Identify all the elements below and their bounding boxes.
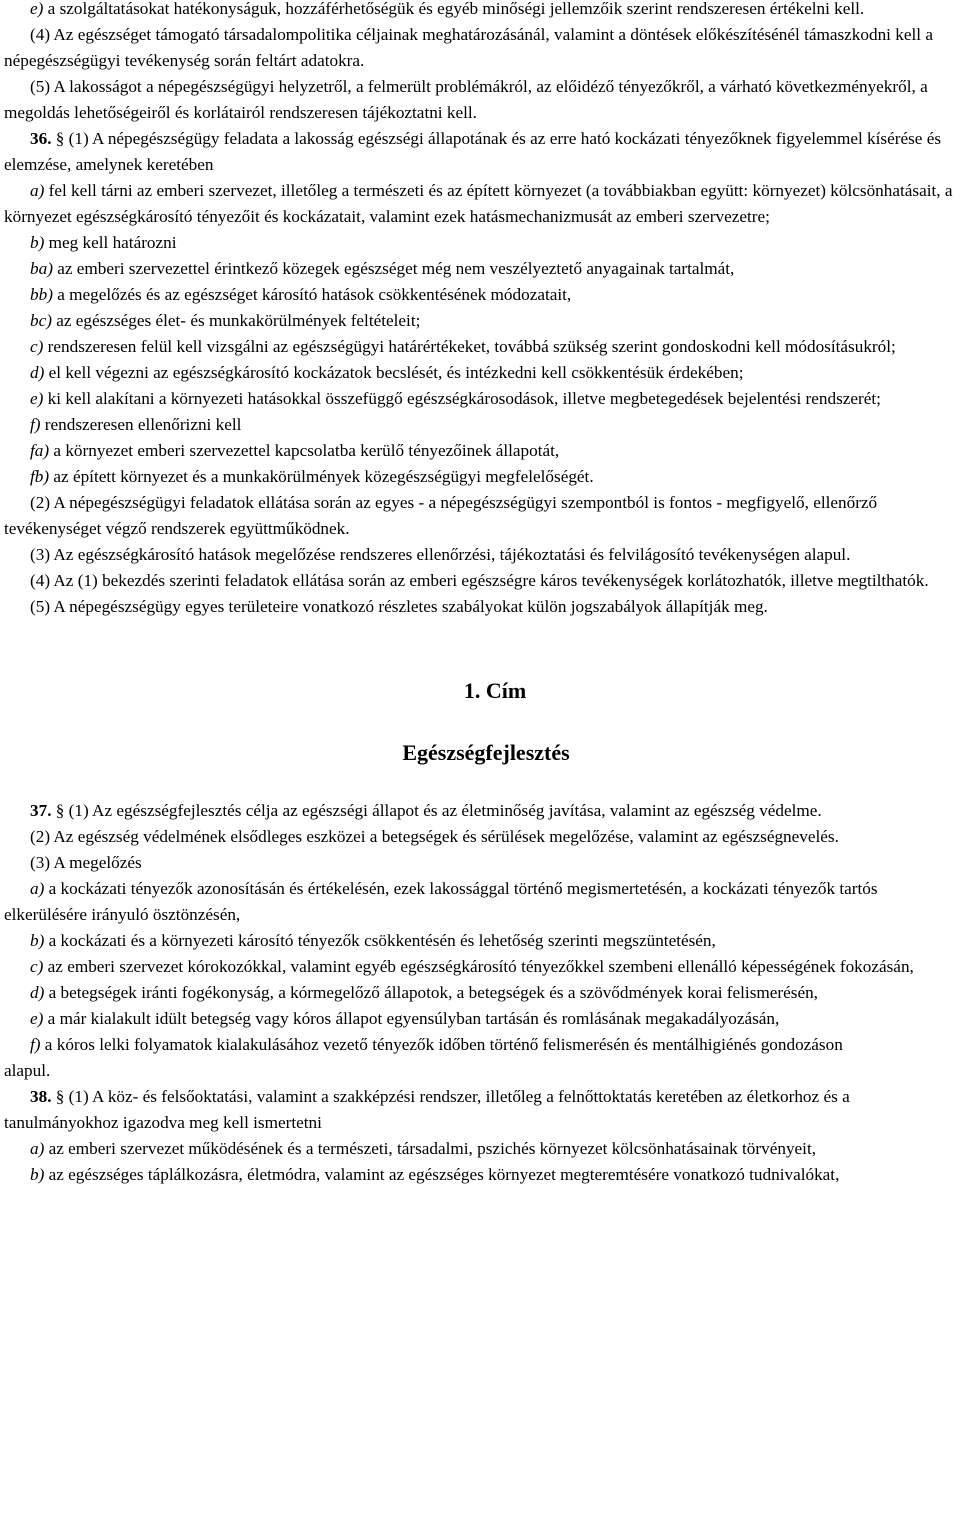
- paragraph: [4, 542, 956, 568]
- paragraph: [4, 1058, 956, 1084]
- list-marker: c): [30, 337, 44, 356]
- list-marker: a): [30, 879, 45, 898]
- list-item: [4, 464, 956, 490]
- text-run: a szolgáltatásokat hatékonyságuk, hozzáférhetőségük és egyéb minőségi jellemzőik szerint rendszeresen értékelni kell.: [43, 0, 865, 18]
- text-run: az emberi szervezet kórokozókkal, valamint egyéb egészségkárosító tényezőkkel szembeni ellenálló képességének fokozásán,: [43, 957, 914, 976]
- list-item: [4, 334, 956, 360]
- list-item: [4, 230, 956, 256]
- text-run: a környezet emberi szervezettel kapcsolatba kerülő tényezőinek állapotát,: [49, 441, 560, 460]
- list-marker: b): [30, 233, 45, 252]
- paragraph: [4, 850, 956, 876]
- list-marker: b): [30, 931, 45, 950]
- text-run: a megelőzés és az egészséget károsító hatások csökkentésének módozatait,: [52, 285, 572, 304]
- text-run: rendszeresen felül kell vizsgálni az egészségügyi határértékeket, továbbá szükség szerint gondoskodni kell módosításukról;: [43, 337, 896, 356]
- list-item: [4, 876, 956, 928]
- list-item: [4, 954, 956, 980]
- list-marker: fb): [30, 467, 50, 486]
- list-item: [4, 980, 956, 1006]
- text-run: a már kialakult idült betegség vagy kóros állapot egyensúlyban tartásán és romlásának megakadályozásán,: [43, 1009, 780, 1028]
- chapter-heading: 1. Cím: [463, 678, 527, 703]
- list-marker: f): [30, 415, 41, 434]
- text-run: el kell végezni az egészségkárosító kockázatok becslését, és intézkedni kell csökkentésük érdekében;: [44, 363, 744, 382]
- text-run: a kóros lelki folyamatok kialakulásához vezető tényezők időben történő felismerésén és mentálhigiénés gondozáson: [40, 1035, 843, 1054]
- text-run: rendszeresen ellenőrizni kell: [40, 415, 242, 434]
- text-run: (3) Az egészségkárosító hatások megelőzése rendszeres ellenőrzési, tájékoztatási és felvilágosító tevékenységen alapul.: [30, 545, 851, 564]
- text-run: a betegségek iránti fogékonyság, a kórmegelőző állapotok, a betegségek és a szövődmények korai felismerésén,: [44, 983, 818, 1002]
- section-38: [4, 1084, 956, 1136]
- list-marker: c): [30, 957, 44, 976]
- text-run: a kockázati és a környezeti károsító tényezők csökkentésén és lehetőség szerinti megszüntetésén,: [44, 931, 716, 950]
- list-marker: a): [30, 181, 45, 200]
- section-number: 38.: [30, 1087, 52, 1106]
- text-run: fel kell tárni az emberi szervezet, illetőleg a természeti és az épített környezet (a továbbiakban együtt: környezet) kölcsönhatásait, a környezet egészségkárosító tényezőit és kockázatait, valamint ezek hatásmechanizmusát az emberi szervezetre;: [4, 181, 953, 226]
- list-marker: a): [30, 1139, 45, 1158]
- list-item: [4, 282, 956, 308]
- section-36: [4, 126, 956, 178]
- text-run: (2) A népegészségügyi feladatok ellátása során az egyes - a népegészségügyi szempontból is fontos - megfigyelő, ellenőrző tevékenységet végző rendszerek együttműködnek.: [4, 493, 878, 538]
- list-marker: d): [30, 363, 45, 382]
- list-marker: e): [30, 0, 44, 18]
- list-marker: f): [30, 1035, 41, 1054]
- section-number: 36.: [30, 129, 52, 148]
- text-run: az épített környezet és a munkakörülmények közegészségügyi megfelelőségét.: [49, 467, 594, 486]
- text-run: (4) Az egészséget támogató társadalompolitika céljainak meghatározásánál, valamint a döntések előkészítésénél támaszkodni kell a népegészségügyi tevékenység során feltárt adatokra.: [4, 25, 933, 70]
- spacer: [4, 620, 956, 676]
- list-marker: fa): [30, 441, 50, 460]
- paragraph: [4, 824, 956, 850]
- list-item: [4, 386, 956, 412]
- spacer: [4, 768, 956, 798]
- text-run: a kockázati tényezők azonosításán és értékelésén, ezek lakossággal történő megismertetésén, a kockázati tényezők tartós elkerülésére irányuló ösztönzésén,: [4, 879, 878, 924]
- document-page: [4, 0, 956, 1188]
- text-run: az egészséges élet- és munkakörülmények feltételeit;: [51, 311, 421, 330]
- list-item: [4, 928, 956, 954]
- list-item: [4, 1032, 956, 1058]
- list-marker: e): [30, 1009, 44, 1028]
- paragraph: [4, 594, 956, 620]
- list-marker: bb): [30, 285, 53, 304]
- paragraph: [4, 568, 956, 594]
- paragraph: [4, 74, 956, 126]
- list-marker: ba): [30, 259, 53, 278]
- list-item: [4, 308, 956, 334]
- section-37: [4, 798, 956, 824]
- paragraph: [4, 0, 956, 22]
- text-run: § (1) A népegészségügy feladata a lakosság egészségi állapotának és az erre ható kockázati tényezőknek figyelemmel kísérése és elemzése, amelynek keretében: [4, 129, 942, 174]
- text-run: (5) A lakosságot a népegészségügyi helyzetről, a felmerült problémákról, az előidéző tényezőkről, a várható következményekről, a megoldás lehetőségeiről és korlátairól rendszeresen tájékoztatni kell.: [4, 77, 928, 122]
- list-marker: e): [30, 389, 44, 408]
- text-run: (4) Az (1) bekezdés szerinti feladatok ellátása során az emberi egészségre káros tevékenységek korlátozhatók, illetve megtilthatók.: [30, 571, 929, 590]
- list-item: [4, 438, 956, 464]
- list-item: [4, 1162, 956, 1188]
- list-item: [4, 360, 956, 386]
- text-run: az emberi szervezettel érintkező közegek egészséget még nem veszélyeztető anyagainak tartalmát,: [52, 259, 735, 278]
- list-item: [4, 1006, 956, 1032]
- paragraph: [4, 490, 956, 542]
- text-run: (5) A népegészségügy egyes területeire vonatkozó részletes szabályokat külön jogszabályok állapítják meg.: [30, 597, 768, 616]
- text-run: ki kell alakítani a környezeti hatásokkal összefüggő egészségkárosodások, illetve megbetegedések bejelentési rendszerét;: [43, 389, 881, 408]
- list-item: [4, 178, 956, 230]
- text-run: alapul.: [4, 1061, 51, 1080]
- section-title: Egészségfejlesztés: [402, 740, 570, 765]
- paragraph: [4, 22, 956, 74]
- text-run: (3) A megelőzés: [30, 853, 142, 872]
- list-item: [4, 1136, 956, 1162]
- list-marker: bc): [30, 311, 52, 330]
- text-run: § (1) Az egészségfejlesztés célja az egészségi állapot és az életminőség javítása, valamint az egészség védelme.: [51, 801, 822, 820]
- text-run: meg kell határozni: [44, 233, 177, 252]
- text-run: az emberi szervezet működésének és a természeti, társadalmi, pszichés környezet kölcsönhatásainak törvényeit,: [44, 1139, 817, 1158]
- list-item: [4, 256, 956, 282]
- section-number: 37.: [30, 801, 52, 820]
- list-item: [4, 412, 956, 438]
- text-run: § (1) A köz- és felsőoktatási, valamint a szakképzési rendszer, illetőleg a felnőttoktatás keretében az életkorhoz és a tanulmányokhoz igazodva meg kell ismertetni: [4, 1087, 850, 1132]
- list-marker: b): [30, 1165, 45, 1184]
- text-run: az egészséges táplálkozásra, életmódra, valamint az egészséges környezet megteremtésére vonatkozó tudnivalókat,: [44, 1165, 840, 1184]
- text-run: (2) Az egészség védelmének elsődleges eszközei a betegségek és sérülések megelőzése, valamint az egészségnevelés.: [30, 827, 839, 846]
- list-marker: d): [30, 983, 45, 1002]
